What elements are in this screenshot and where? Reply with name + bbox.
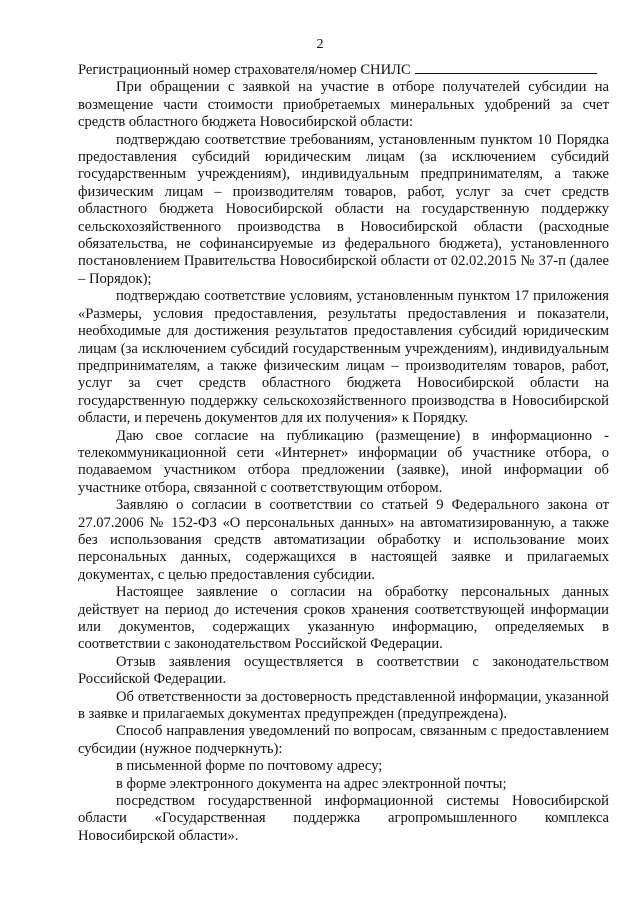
notification-method-paragraph: Способ направления уведомлений по вопросам, связанным с предоставлением субсидии (нужное подчеркнуть): [78, 723, 609, 757]
registration-number-label: Регистрационный номер страхователя/номер СНИЛС [78, 62, 411, 78]
consent-validity-paragraph: Настоящее заявление о согласии на обработку персональных данных действует на период до истечения сроков хранения соответствующей информации или документов, содержащих указанную информацию, определяемых в соответствии с законодательством Российской Федерации. [78, 584, 609, 653]
registration-number-blank[interactable] [415, 61, 597, 74]
registration-number-line [78, 61, 609, 79]
document-body [78, 61, 609, 845]
notification-option-gis[interactable]: посредством государственной информационной системы Новосибирской области «Государственная поддержка агропромышленного комплекса Новосибирской области». [78, 793, 609, 844]
liability-paragraph: Об ответственности за достоверность представленной информации, указанной в заявке и прилагаемых документах предупрежден (предупреждена). [78, 688, 609, 723]
page-number: 2 [316, 37, 324, 52]
intro-paragraph: При обращении с заявкой на участие в отборе получателей субсидии на возмещение части стоимости приобретаемых минеральных удобрений за счет средств областного бюджета Новосибирской области: [78, 79, 609, 131]
notification-option-email[interactable]: в форме электронного документа на адрес электронной почты; [116, 775, 507, 792]
conditions-confirmation-paragraph: подтверждаю соответствие условиям, установленным пунктом 17 приложения «Размеры, условия предоставления, результаты предоставления и показатели, необходимые для достижения результатов предоставления субсидий юридическим лицам (за исключением субсидий государственным учреждениям), индивидуальным предпринимателям, а также физическим лицам – производителям товаров, работ, услуг за счет средств областного бюджета Новосибирской области на государственную поддержку сельскохозяйственного производства в Новосибирской области, и перечень документов для их получения» к Порядку. [78, 288, 609, 427]
notification-option-postal[interactable]: в письменной форме по почтовому адресу; [116, 758, 383, 775]
personal-data-consent-paragraph: Заявляю о согласии в соответствии со статьей 9 Федерального закона от 27.07.2006 № 152-ФЗ «О персональных данных» на автоматизированную, а также без использования средств автоматизации обработку и использование моих персональных данных, содержащихся в настоящей заявке и прилагаемых документах, с целью предоставления субсидии. [78, 497, 609, 583]
requirements-confirmation-paragraph: подтверждаю соответствие требованиям, установленным пунктом 10 Порядка предоставления субсидий юридическим лицам (за исключением субсидий государственным учреждениям), индивидуальным предпринимателям, а также физическим лицам – производителям товаров, работ, услуг за счет средств областного бюджета Новосибирской области на государственную поддержку сельскохозяйственного производства в Новосибирской области (расходные обязательства, не софинансируемые из федерального бюджета), установленного постановлением Правительства Новосибирской области от 02.02.2015 № 37-п (далее – Порядок); [78, 131, 609, 287]
consent-withdrawal-paragraph: Отзыв заявления осуществляется в соответствии с законодательством Российской Федерации. [78, 653, 609, 688]
publication-consent-paragraph: Даю свое согласие на публикацию (размещение) в информационно - телекоммуникационной сети «Интернет» информации об участнике отбора, о подаваемом участником отбора предложении (заявке), иной информации об участнике отбора, связанной с соответствующим отбором. [78, 427, 609, 496]
